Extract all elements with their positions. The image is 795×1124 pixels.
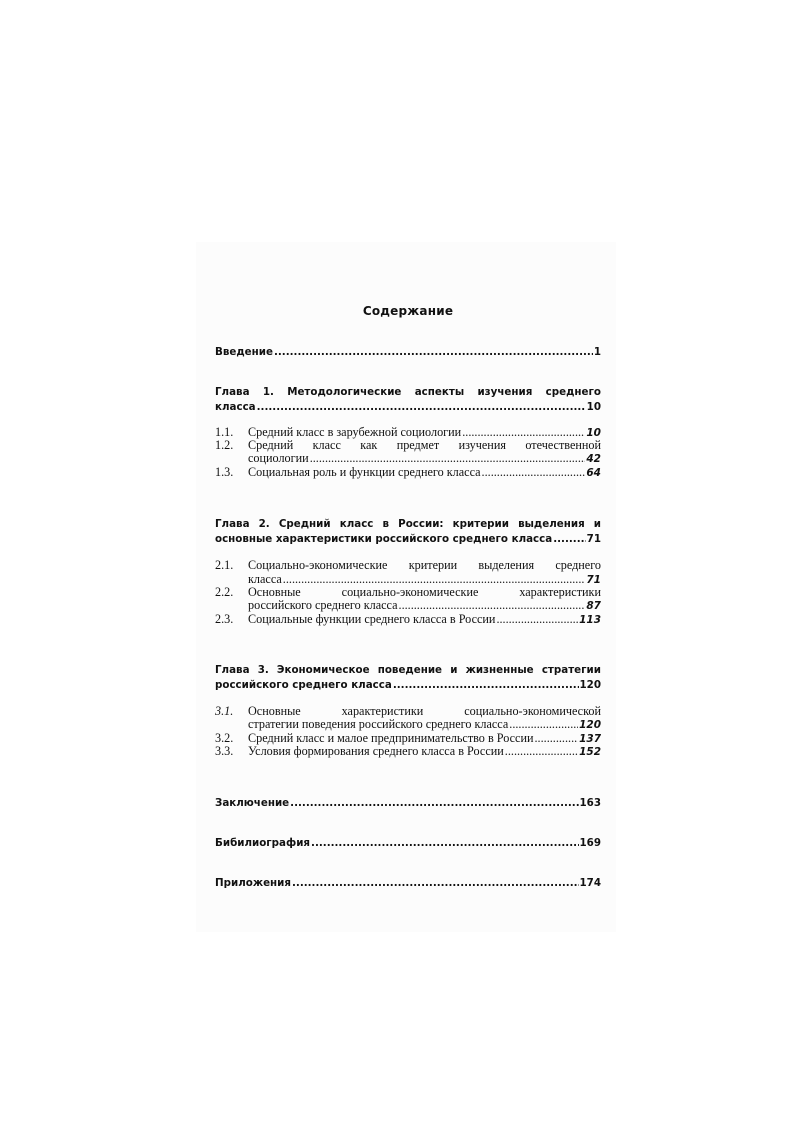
page-title: Содержание [362,304,454,318]
toc-entry-bibliography[interactable] [215,837,601,849]
section-title-line1: Социально-экономические критерии выделения среднего [248,558,602,572]
toc-entry-intro[interactable] [215,346,601,358]
section-page: 137 [579,733,601,745]
toc-entry-page: 174 [579,877,601,889]
chapter-2-heading-line1[interactable] [215,518,601,530]
leader-dots [496,612,578,627]
leader-dots [505,744,578,759]
toc-entry-label: Введение [215,346,273,358]
section-page: 42 [586,453,601,465]
section-2-3[interactable] [215,612,601,627]
section-page: 113 [579,614,601,626]
chapter-1-title-line2: класса [215,401,256,413]
section-title-line1: Основные характеристики социально-экономической [248,704,602,718]
section-title: Средний класс и малое предпринимательство в России [248,731,534,745]
toc-entry-label: Приложения [215,877,291,889]
chapter-3-title-line1: Глава 3. Экономическое поведение и жизненные стратегии [215,664,601,676]
chapter-1-title-line1: Глава 1. Методологические аспекты изучения среднего [215,386,601,398]
leader-dots [274,346,593,358]
section-2-2-line2[interactable] [248,598,601,613]
section-page: 87 [586,600,601,612]
toc-entry-page: 163 [579,797,601,809]
toc-entry-label: Заключение [215,797,290,809]
leader-dots [257,401,586,413]
toc-entry-page: 1 [593,346,601,358]
toc-entry-conclusion[interactable] [215,797,601,809]
leader-dots [399,598,586,613]
chapter-3-title-line2: российского среднего класса [215,679,392,691]
section-number: 1.2. [215,438,234,452]
section-page: 64 [586,467,601,479]
section-2-1[interactable] [215,558,601,573]
section-title-line2: социологии [248,451,309,465]
section-number: 2.1. [215,558,234,572]
leader-dots [393,679,579,691]
section-page: 10 [586,427,601,439]
section-1-2-line2[interactable] [248,451,601,466]
section-title-line2: российского среднего класса [248,598,398,612]
section-title: Условия формирования среднего класса в России [248,744,504,758]
section-title: Средний класс в зарубежной социологии [248,425,462,439]
section-number: 3.2. [215,731,234,745]
section-title: Социальные функции среднего класса в России [248,612,496,626]
section-page: 120 [579,719,601,731]
section-page: 71 [586,574,601,586]
leader-dots [310,451,586,466]
leader-dots [482,465,586,480]
leader-dots [553,533,585,545]
section-number: 3.1. [215,704,234,718]
section-number: 1.3. [215,465,234,479]
section-title-line1: Средний класс как предмет изучения отечественной [248,438,602,452]
toc-entry-page: 169 [579,837,601,849]
section-title-line2: стратегии поведения российского среднего класса [248,717,509,731]
section-title-line1: Основные социально-экономические характеристики [248,585,602,599]
leader-dots [290,797,578,809]
section-number: 2.2. [215,585,234,599]
chapter-3-heading-line2[interactable] [215,679,601,691]
section-title-line2: класса [248,572,282,586]
chapter-1-page: 10 [586,401,601,413]
chapter-2-heading-line2[interactable] [215,533,601,545]
leader-dots [311,837,578,849]
section-number: 2.3. [215,612,234,626]
section-page: 152 [579,746,601,758]
chapter-3-page: 120 [579,679,601,691]
section-number: 3.3. [215,744,234,758]
chapter-3-heading-line1[interactable] [215,664,601,676]
chapter-1-heading-line1[interactable] [215,386,601,398]
leader-dots [292,877,579,889]
chapter-1-heading-line2[interactable] [215,401,601,413]
section-number: 1.1. [215,425,234,439]
section-1-3[interactable] [215,465,601,480]
section-title: Социальная роль и функции среднего класса [248,465,481,479]
chapter-2-page: 71 [586,533,601,545]
chapter-2-title-line1: Глава 2. Средний класс в России: критерии выделения и [215,518,602,530]
leader-dots [509,717,578,732]
section-3-3[interactable] [215,744,601,759]
section-3-1-line2[interactable] [248,717,601,732]
chapter-2-title-line2: основные характеристики российского среднего класса [215,533,553,545]
toc-entry-appendix[interactable] [215,877,601,889]
toc-entry-label: Бибилиография [215,837,311,849]
